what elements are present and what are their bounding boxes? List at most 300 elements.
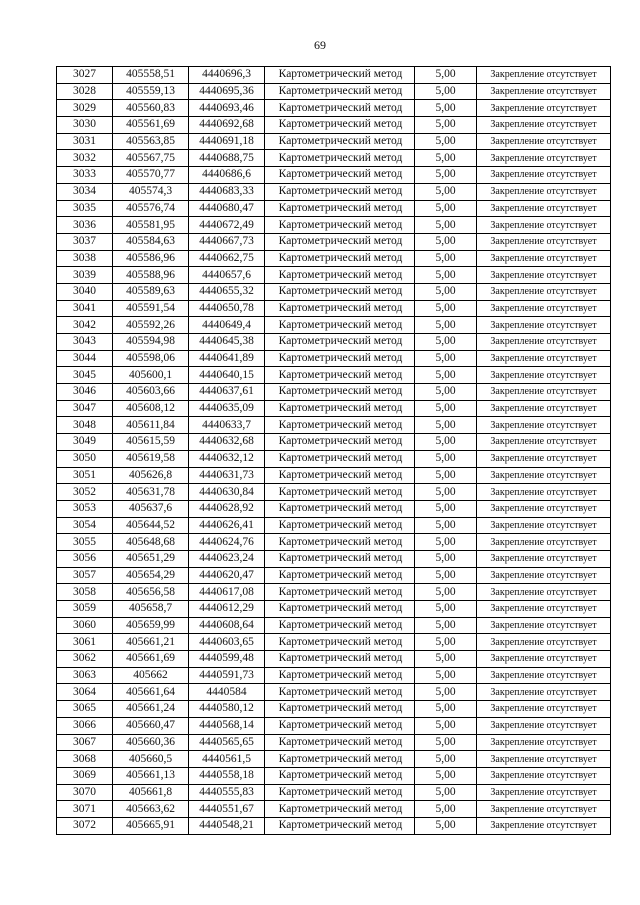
point-number-cell: 3028 <box>57 83 113 100</box>
table-row <box>57 734 611 751</box>
point-number-cell: 3065 <box>57 701 113 718</box>
point-number-cell: 3063 <box>57 667 113 684</box>
table-row <box>57 817 611 834</box>
fixing-note-cell: Закрепление отсутствует <box>477 567 611 584</box>
fixing-note-cell: Закрепление отсутствует <box>477 317 611 334</box>
point-number-cell: 3070 <box>57 784 113 801</box>
point-number-cell: 3051 <box>57 467 113 484</box>
x-coordinate-cell: 405661,21 <box>113 634 189 651</box>
accuracy-cell: 5,00 <box>415 133 477 150</box>
method-cell: Картометрический метод <box>265 450 415 467</box>
x-coordinate-cell: 405598,06 <box>113 350 189 367</box>
point-number-cell: 3039 <box>57 267 113 284</box>
accuracy-cell: 5,00 <box>415 751 477 768</box>
point-number-cell: 3033 <box>57 167 113 184</box>
method-cell: Картометрический метод <box>265 434 415 451</box>
fixing-note-cell: Закрепление отсутствует <box>477 300 611 317</box>
method-cell: Картометрический метод <box>265 617 415 634</box>
method-cell: Картометрический метод <box>265 317 415 334</box>
table-row <box>57 601 611 618</box>
y-coordinate-cell: 4440548,21 <box>189 817 265 834</box>
method-cell: Картометрический метод <box>265 100 415 117</box>
method-cell: Картометрический метод <box>265 484 415 501</box>
y-coordinate-cell: 4440628,92 <box>189 500 265 517</box>
fixing-note-cell: Закрепление отсутствует <box>477 167 611 184</box>
point-number-cell: 3032 <box>57 150 113 167</box>
point-number-cell: 3035 <box>57 200 113 217</box>
x-coordinate-cell: 405588,96 <box>113 267 189 284</box>
y-coordinate-cell: 4440612,29 <box>189 601 265 618</box>
y-coordinate-cell: 4440568,14 <box>189 717 265 734</box>
table-row <box>57 434 611 451</box>
table-row <box>57 200 611 217</box>
method-cell: Картометрический метод <box>265 534 415 551</box>
method-cell: Картометрический метод <box>265 250 415 267</box>
fixing-note-cell: Закрепление отсутствует <box>477 584 611 601</box>
table-row <box>57 267 611 284</box>
method-cell: Картометрический метод <box>265 384 415 401</box>
table-row <box>57 584 611 601</box>
accuracy-cell: 5,00 <box>415 400 477 417</box>
accuracy-cell: 5,00 <box>415 167 477 184</box>
y-coordinate-cell: 4440691,18 <box>189 133 265 150</box>
x-coordinate-cell: 405654,29 <box>113 567 189 584</box>
fixing-note-cell: Закрепление отсутствует <box>477 217 611 234</box>
y-coordinate-cell: 4440650,78 <box>189 300 265 317</box>
table-body <box>57 67 611 835</box>
fixing-note-cell: Закрепление отсутствует <box>477 100 611 117</box>
point-number-cell: 3072 <box>57 817 113 834</box>
method-cell: Картометрический метод <box>265 801 415 818</box>
x-coordinate-cell: 405661,8 <box>113 784 189 801</box>
x-coordinate-cell: 405589,63 <box>113 283 189 300</box>
accuracy-cell: 5,00 <box>415 450 477 467</box>
fixing-note-cell: Закрепление отсутствует <box>477 367 611 384</box>
table-row <box>57 417 611 434</box>
y-coordinate-cell: 4440632,68 <box>189 434 265 451</box>
point-number-cell: 3037 <box>57 233 113 250</box>
point-number-cell: 3043 <box>57 334 113 351</box>
point-number-cell: 3060 <box>57 617 113 634</box>
table-row <box>57 717 611 734</box>
x-coordinate-cell: 405574,3 <box>113 183 189 200</box>
accuracy-cell: 5,00 <box>415 200 477 217</box>
y-coordinate-cell: 4440626,41 <box>189 517 265 534</box>
y-coordinate-cell: 4440551,67 <box>189 801 265 818</box>
method-cell: Картометрический метод <box>265 734 415 751</box>
table-row <box>57 350 611 367</box>
fixing-note-cell: Закрепление отсутствует <box>477 701 611 718</box>
y-coordinate-cell: 4440555,83 <box>189 784 265 801</box>
point-number-cell: 3056 <box>57 550 113 567</box>
table-row <box>57 283 611 300</box>
fixing-note-cell: Закрепление отсутствует <box>477 751 611 768</box>
point-number-cell: 3029 <box>57 100 113 117</box>
accuracy-cell: 5,00 <box>415 250 477 267</box>
y-coordinate-cell: 4440624,76 <box>189 534 265 551</box>
table-row <box>57 634 611 651</box>
table-row <box>57 217 611 234</box>
accuracy-cell: 5,00 <box>415 67 477 84</box>
point-number-cell: 3041 <box>57 300 113 317</box>
y-coordinate-cell: 4440662,75 <box>189 250 265 267</box>
fixing-note-cell: Закрепление отсутствует <box>477 550 611 567</box>
accuracy-cell: 5,00 <box>415 434 477 451</box>
accuracy-cell: 5,00 <box>415 117 477 134</box>
fixing-note-cell: Закрепление отсутствует <box>477 801 611 818</box>
method-cell: Картометрический метод <box>265 751 415 768</box>
y-coordinate-cell: 4440649,4 <box>189 317 265 334</box>
table-row <box>57 500 611 517</box>
point-number-cell: 3038 <box>57 250 113 267</box>
x-coordinate-cell: 405651,29 <box>113 550 189 567</box>
method-cell: Картометрический метод <box>265 767 415 784</box>
accuracy-cell: 5,00 <box>415 667 477 684</box>
table-row <box>57 183 611 200</box>
table-row <box>57 667 611 684</box>
method-cell: Картометрический метод <box>265 601 415 618</box>
method-cell: Картометрический метод <box>265 684 415 701</box>
fixing-note-cell: Закрепление отсутствует <box>477 183 611 200</box>
y-coordinate-cell: 4440667,73 <box>189 233 265 250</box>
method-cell: Картометрический метод <box>265 217 415 234</box>
table-row <box>57 450 611 467</box>
x-coordinate-cell: 405648,68 <box>113 534 189 551</box>
table-row <box>57 484 611 501</box>
accuracy-cell: 5,00 <box>415 350 477 367</box>
accuracy-cell: 5,00 <box>415 517 477 534</box>
accuracy-cell: 5,00 <box>415 617 477 634</box>
method-cell: Картометрический метод <box>265 167 415 184</box>
x-coordinate-cell: 405563,85 <box>113 133 189 150</box>
y-coordinate-cell: 4440645,38 <box>189 334 265 351</box>
y-coordinate-cell: 4440695,36 <box>189 83 265 100</box>
y-coordinate-cell: 4440580,12 <box>189 701 265 718</box>
method-cell: Картометрический метод <box>265 283 415 300</box>
fixing-note-cell: Закрепление отсутствует <box>477 233 611 250</box>
y-coordinate-cell: 4440633,7 <box>189 417 265 434</box>
point-number-cell: 3055 <box>57 534 113 551</box>
point-number-cell: 3069 <box>57 767 113 784</box>
point-number-cell: 3068 <box>57 751 113 768</box>
accuracy-cell: 5,00 <box>415 334 477 351</box>
x-coordinate-cell: 405586,96 <box>113 250 189 267</box>
accuracy-cell: 5,00 <box>415 634 477 651</box>
x-coordinate-cell: 405584,63 <box>113 233 189 250</box>
fixing-note-cell: Закрепление отсутствует <box>477 784 611 801</box>
table-row <box>57 167 611 184</box>
method-cell: Картометрический метод <box>265 584 415 601</box>
x-coordinate-cell: 405611,84 <box>113 417 189 434</box>
y-coordinate-cell: 4440561,5 <box>189 751 265 768</box>
point-number-cell: 3064 <box>57 684 113 701</box>
accuracy-cell: 5,00 <box>415 150 477 167</box>
method-cell: Картометрический метод <box>265 717 415 734</box>
x-coordinate-cell: 405663,62 <box>113 801 189 818</box>
x-coordinate-cell: 405631,78 <box>113 484 189 501</box>
x-coordinate-cell: 405594,98 <box>113 334 189 351</box>
table-row <box>57 767 611 784</box>
x-coordinate-cell: 405661,64 <box>113 684 189 701</box>
table-row <box>57 550 611 567</box>
accuracy-cell: 5,00 <box>415 317 477 334</box>
x-coordinate-cell: 405661,24 <box>113 701 189 718</box>
accuracy-cell: 5,00 <box>415 183 477 200</box>
page-number: 69 <box>314 38 326 52</box>
method-cell: Картометрический метод <box>265 117 415 134</box>
table-row <box>57 100 611 117</box>
accuracy-cell: 5,00 <box>415 701 477 718</box>
table-row <box>57 317 611 334</box>
y-coordinate-cell: 4440688,75 <box>189 150 265 167</box>
fixing-note-cell: Закрепление отсутствует <box>477 267 611 284</box>
accuracy-cell: 5,00 <box>415 584 477 601</box>
method-cell: Картометрический метод <box>265 350 415 367</box>
coordinates-table <box>56 66 611 835</box>
y-coordinate-cell: 4440672,49 <box>189 217 265 234</box>
accuracy-cell: 5,00 <box>415 534 477 551</box>
fixing-note-cell: Закрепление отсутствует <box>477 534 611 551</box>
table-row <box>57 67 611 84</box>
x-coordinate-cell: 405581,95 <box>113 217 189 234</box>
point-number-cell: 3057 <box>57 567 113 584</box>
y-coordinate-cell: 4440617,08 <box>189 584 265 601</box>
accuracy-cell: 5,00 <box>415 217 477 234</box>
fixing-note-cell: Закрепление отсутствует <box>477 817 611 834</box>
accuracy-cell: 5,00 <box>415 784 477 801</box>
point-number-cell: 3046 <box>57 384 113 401</box>
y-coordinate-cell: 4440630,84 <box>189 484 265 501</box>
fixing-note-cell: Закрепление отсутствует <box>477 667 611 684</box>
point-number-cell: 3049 <box>57 434 113 451</box>
table-row <box>57 133 611 150</box>
y-coordinate-cell: 4440608,64 <box>189 617 265 634</box>
table-row <box>57 517 611 534</box>
x-coordinate-cell: 405662 <box>113 667 189 684</box>
y-coordinate-cell: 4440692,68 <box>189 117 265 134</box>
x-coordinate-cell: 405561,69 <box>113 117 189 134</box>
method-cell: Картометрический метод <box>265 467 415 484</box>
point-number-cell: 3036 <box>57 217 113 234</box>
fixing-note-cell: Закрепление отсутствует <box>477 484 611 501</box>
point-number-cell: 3031 <box>57 133 113 150</box>
y-coordinate-cell: 4440641,89 <box>189 350 265 367</box>
accuracy-cell: 5,00 <box>415 417 477 434</box>
method-cell: Картометрический метод <box>265 133 415 150</box>
fixing-note-cell: Закрепление отсутствует <box>477 617 611 634</box>
method-cell: Картометрический метод <box>265 784 415 801</box>
fixing-note-cell: Закрепление отсутствует <box>477 467 611 484</box>
accuracy-cell: 5,00 <box>415 367 477 384</box>
x-coordinate-cell: 405665,91 <box>113 817 189 834</box>
y-coordinate-cell: 4440693,46 <box>189 100 265 117</box>
method-cell: Картометрический метод <box>265 567 415 584</box>
method-cell: Картометрический метод <box>265 400 415 417</box>
x-coordinate-cell: 405560,83 <box>113 100 189 117</box>
accuracy-cell: 5,00 <box>415 484 477 501</box>
y-coordinate-cell: 4440680,47 <box>189 200 265 217</box>
method-cell: Картометрический метод <box>265 550 415 567</box>
accuracy-cell: 5,00 <box>415 567 477 584</box>
fixing-note-cell: Закрепление отсутствует <box>477 283 611 300</box>
x-coordinate-cell: 405637,6 <box>113 500 189 517</box>
x-coordinate-cell: 405559,13 <box>113 83 189 100</box>
x-coordinate-cell: 405619,58 <box>113 450 189 467</box>
fixing-note-cell: Закрепление отсутствует <box>477 601 611 618</box>
fixing-note-cell: Закрепление отсутствует <box>477 450 611 467</box>
x-coordinate-cell: 405592,26 <box>113 317 189 334</box>
fixing-note-cell: Закрепление отсутствует <box>477 250 611 267</box>
x-coordinate-cell: 405567,75 <box>113 150 189 167</box>
table-row <box>57 651 611 668</box>
table-row <box>57 567 611 584</box>
method-cell: Картометрический метод <box>265 267 415 284</box>
table-row <box>57 83 611 100</box>
method-cell: Картометрический метод <box>265 300 415 317</box>
method-cell: Картометрический метод <box>265 500 415 517</box>
point-number-cell: 3040 <box>57 283 113 300</box>
method-cell: Картометрический метод <box>265 200 415 217</box>
point-number-cell: 3042 <box>57 317 113 334</box>
y-coordinate-cell: 4440696,3 <box>189 67 265 84</box>
accuracy-cell: 5,00 <box>415 767 477 784</box>
y-coordinate-cell: 4440623,24 <box>189 550 265 567</box>
y-coordinate-cell: 4440565,65 <box>189 734 265 751</box>
x-coordinate-cell: 405576,74 <box>113 200 189 217</box>
table-row <box>57 684 611 701</box>
method-cell: Картометрический метод <box>265 667 415 684</box>
fixing-note-cell: Закрепление отсутствует <box>477 150 611 167</box>
table-row <box>57 467 611 484</box>
y-coordinate-cell: 4440635,09 <box>189 400 265 417</box>
x-coordinate-cell: 405615,59 <box>113 434 189 451</box>
table-row <box>57 801 611 818</box>
y-coordinate-cell: 4440591,73 <box>189 667 265 684</box>
accuracy-cell: 5,00 <box>415 267 477 284</box>
x-coordinate-cell: 405661,69 <box>113 651 189 668</box>
accuracy-cell: 5,00 <box>415 734 477 751</box>
point-number-cell: 3044 <box>57 350 113 367</box>
table-row <box>57 400 611 417</box>
fixing-note-cell: Закрепление отсутствует <box>477 384 611 401</box>
table-row <box>57 300 611 317</box>
point-number-cell: 3050 <box>57 450 113 467</box>
x-coordinate-cell: 405660,47 <box>113 717 189 734</box>
table-row <box>57 150 611 167</box>
accuracy-cell: 5,00 <box>415 601 477 618</box>
method-cell: Картометрический метод <box>265 517 415 534</box>
method-cell: Картометрический метод <box>265 233 415 250</box>
method-cell: Картометрический метод <box>265 150 415 167</box>
y-coordinate-cell: 4440620,47 <box>189 567 265 584</box>
method-cell: Картометрический метод <box>265 83 415 100</box>
method-cell: Картометрический метод <box>265 67 415 84</box>
x-coordinate-cell: 405570,77 <box>113 167 189 184</box>
fixing-note-cell: Закрепление отсутствует <box>477 734 611 751</box>
fixing-note-cell: Закрепление отсутствует <box>477 651 611 668</box>
method-cell: Картометрический метод <box>265 634 415 651</box>
x-coordinate-cell: 405626,8 <box>113 467 189 484</box>
method-cell: Картометрический метод <box>265 817 415 834</box>
accuracy-cell: 5,00 <box>415 100 477 117</box>
point-number-cell: 3048 <box>57 417 113 434</box>
fixing-note-cell: Закрепление отсутствует <box>477 350 611 367</box>
fixing-note-cell: Закрепление отсутствует <box>477 500 611 517</box>
y-coordinate-cell: 4440558,18 <box>189 767 265 784</box>
x-coordinate-cell: 405603,66 <box>113 384 189 401</box>
accuracy-cell: 5,00 <box>415 233 477 250</box>
accuracy-cell: 5,00 <box>415 283 477 300</box>
x-coordinate-cell: 405660,5 <box>113 751 189 768</box>
accuracy-cell: 5,00 <box>415 83 477 100</box>
accuracy-cell: 5,00 <box>415 467 477 484</box>
table-row <box>57 233 611 250</box>
y-coordinate-cell: 4440655,32 <box>189 283 265 300</box>
point-number-cell: 3071 <box>57 801 113 818</box>
table-row <box>57 367 611 384</box>
x-coordinate-cell: 405660,36 <box>113 734 189 751</box>
point-number-cell: 3062 <box>57 651 113 668</box>
accuracy-cell: 5,00 <box>415 817 477 834</box>
x-coordinate-cell: 405591,54 <box>113 300 189 317</box>
method-cell: Картометрический метод <box>265 183 415 200</box>
fixing-note-cell: Закрепление отсутствует <box>477 83 611 100</box>
fixing-note-cell: Закрепление отсутствует <box>477 133 611 150</box>
accuracy-cell: 5,00 <box>415 384 477 401</box>
table-row <box>57 250 611 267</box>
method-cell: Картометрический метод <box>265 701 415 718</box>
fixing-note-cell: Закрепление отсутствует <box>477 767 611 784</box>
point-number-cell: 3052 <box>57 484 113 501</box>
point-number-cell: 3067 <box>57 734 113 751</box>
point-number-cell: 3061 <box>57 634 113 651</box>
accuracy-cell: 5,00 <box>415 801 477 818</box>
table-row <box>57 617 611 634</box>
y-coordinate-cell: 4440686,6 <box>189 167 265 184</box>
x-coordinate-cell: 405600,1 <box>113 367 189 384</box>
accuracy-cell: 5,00 <box>415 717 477 734</box>
fixing-note-cell: Закрепление отсутствует <box>477 67 611 84</box>
method-cell: Картометрический метод <box>265 417 415 434</box>
x-coordinate-cell: 405659,99 <box>113 617 189 634</box>
y-coordinate-cell: 4440632,12 <box>189 450 265 467</box>
fixing-note-cell: Закрепление отсутствует <box>477 200 611 217</box>
method-cell: Картометрический метод <box>265 367 415 384</box>
y-coordinate-cell: 4440637,61 <box>189 384 265 401</box>
table-row <box>57 701 611 718</box>
point-number-cell: 3066 <box>57 717 113 734</box>
fixing-note-cell: Закрепление отсутствует <box>477 517 611 534</box>
y-coordinate-cell: 4440584 <box>189 684 265 701</box>
point-number-cell: 3053 <box>57 500 113 517</box>
coordinates-table-container <box>56 66 610 835</box>
x-coordinate-cell: 405644,52 <box>113 517 189 534</box>
point-number-cell: 3045 <box>57 367 113 384</box>
y-coordinate-cell: 4440640,15 <box>189 367 265 384</box>
y-coordinate-cell: 4440599,48 <box>189 651 265 668</box>
table-row <box>57 384 611 401</box>
point-number-cell: 3058 <box>57 584 113 601</box>
method-cell: Картометрический метод <box>265 651 415 668</box>
table-row <box>57 751 611 768</box>
method-cell: Картометрический метод <box>265 334 415 351</box>
y-coordinate-cell: 4440603,65 <box>189 634 265 651</box>
point-number-cell: 3034 <box>57 183 113 200</box>
accuracy-cell: 5,00 <box>415 550 477 567</box>
y-coordinate-cell: 4440683,33 <box>189 183 265 200</box>
fixing-note-cell: Закрепление отсутствует <box>477 400 611 417</box>
x-coordinate-cell: 405658,7 <box>113 601 189 618</box>
